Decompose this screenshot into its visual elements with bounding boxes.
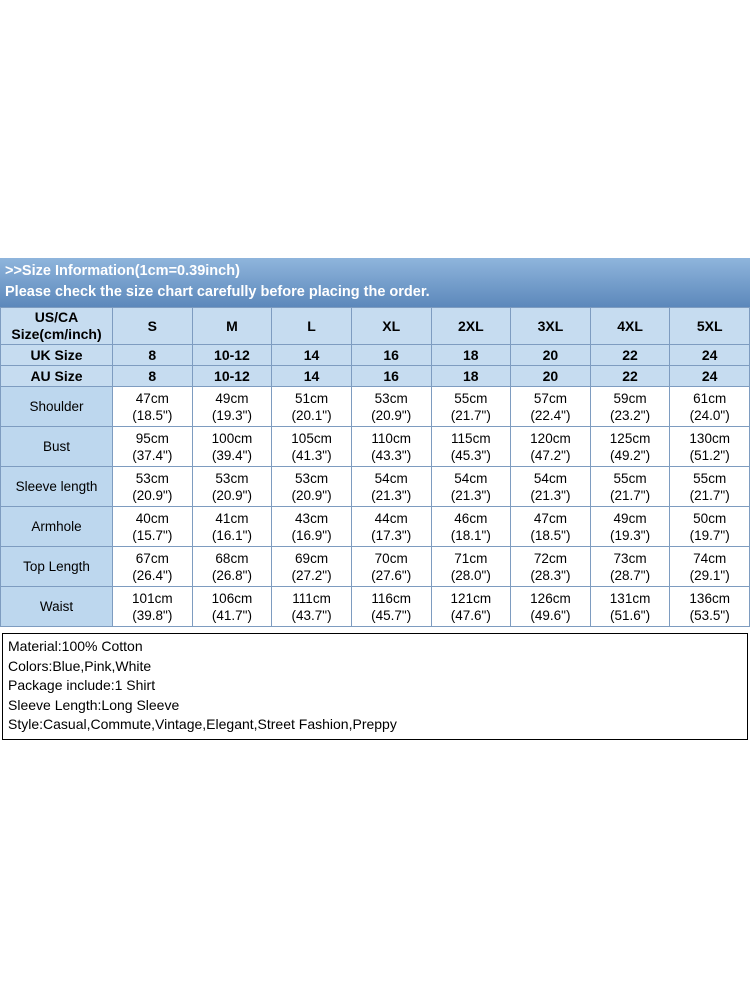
measure-row-armhole (1, 507, 750, 547)
inch-value: (24.0") (689, 407, 730, 423)
cm-value: 40cm (135, 510, 169, 526)
detail-line-4: Style:Casual,Commute,Vintage,Elegant,Street Fashion,Preppy (8, 716, 397, 732)
inch-value: (45.3") (450, 447, 491, 463)
inch-value: (51.6") (610, 607, 651, 623)
measure-cell-armhole-s (113, 507, 193, 547)
inch-value: (45.7") (371, 607, 412, 623)
inch-value: (18.5") (132, 407, 173, 423)
cm-value: 49cm (613, 510, 647, 526)
product-details-box (2, 633, 748, 740)
measure-label-bust: Bust (1, 427, 113, 467)
measure-row-bust (1, 427, 750, 467)
uk-size-value-5xl: 24 (670, 345, 750, 366)
inch-value: (21.3") (371, 487, 412, 503)
cm-value: 51cm (295, 390, 329, 406)
cm-value: 136cm (689, 590, 730, 606)
measure-cell-shoulder-m (192, 387, 272, 427)
inch-value: (21.7") (450, 407, 491, 423)
measure-cell-armhole-3xl (511, 507, 591, 547)
cm-value: 49cm (215, 390, 249, 406)
measure-cell-waist-s (113, 587, 193, 627)
inch-value: (22.4") (530, 407, 571, 423)
inch-value: (19.3") (610, 527, 651, 543)
uk-size-value-4xl: 22 (590, 345, 670, 366)
au-size-value-3xl: 20 (511, 366, 591, 387)
inch-value: (37.4") (132, 447, 173, 463)
measure-cell-shoulder-xl (351, 387, 431, 427)
cm-value: 130cm (689, 430, 730, 446)
cm-value: 50cm (693, 510, 727, 526)
measure-cell-waist-l (272, 587, 352, 627)
cm-value: 69cm (295, 550, 329, 566)
measure-cell-top-length-s (113, 547, 193, 587)
cm-value: 44cm (374, 510, 408, 526)
inch-value: (29.1") (689, 567, 730, 583)
measure-cell-shoulder-4xl (590, 387, 670, 427)
measure-label-waist: Waist (1, 587, 113, 627)
inch-value: (21.3") (450, 487, 491, 503)
detail-line-0: Material:100% Cotton (8, 638, 143, 654)
measure-cell-sleeve-length-5xl (670, 467, 750, 507)
cm-value: 59cm (613, 390, 647, 406)
cm-value: 41cm (215, 510, 249, 526)
inch-value: (28.3") (530, 567, 571, 583)
cm-value: 61cm (693, 390, 727, 406)
measure-cell-waist-4xl (590, 587, 670, 627)
au-size-value-2xl: 18 (431, 366, 511, 387)
cm-value: 131cm (609, 590, 651, 606)
measure-cell-armhole-4xl (590, 507, 670, 547)
measure-cell-armhole-5xl (670, 507, 750, 547)
measure-cell-top-length-3xl (511, 547, 591, 587)
inch-value: (47.6") (450, 607, 491, 623)
measure-cell-top-length-2xl (431, 547, 511, 587)
au-size-label: AU Size (1, 366, 113, 387)
measure-cell-waist-3xl (511, 587, 591, 627)
inch-value: (19.3") (211, 407, 252, 423)
measure-cell-armhole-m (192, 507, 272, 547)
cm-value: 101cm (132, 590, 173, 606)
uk-size-value-l: 14 (272, 345, 352, 366)
size-table (0, 307, 750, 627)
measure-cell-sleeve-length-3xl (511, 467, 591, 507)
detail-line-3: Sleeve Length:Long Sleeve (8, 696, 180, 713)
cm-value: 105cm (291, 430, 332, 446)
cm-value: 115cm (451, 430, 491, 446)
cm-value: 116cm (371, 590, 411, 606)
au-size-row (1, 366, 750, 387)
measure-cell-waist-5xl (670, 587, 750, 627)
measure-cell-shoulder-2xl (431, 387, 511, 427)
inch-value: (47.2") (530, 447, 571, 463)
measure-cell-sleeve-length-xl (351, 467, 431, 507)
cm-value: 126cm (530, 590, 571, 606)
measure-cell-sleeve-length-m (192, 467, 272, 507)
cm-value: 55cm (613, 470, 647, 486)
uk-size-value-s: 8 (113, 345, 193, 366)
detail-line-1: Colors:Blue,Pink,White (8, 657, 152, 674)
cm-value: 71cm (454, 550, 488, 566)
cm-value: 70cm (374, 550, 408, 566)
cm-value: 121cm (450, 590, 492, 606)
measure-cell-armhole-2xl (431, 507, 511, 547)
inch-value: (43.7") (291, 607, 332, 623)
cm-value: 54cm (533, 470, 567, 486)
cm-value: 47cm (135, 390, 169, 406)
measure-cell-bust-3xl (511, 427, 591, 467)
measure-cell-bust-l (272, 427, 352, 467)
inch-value: (41.7") (211, 607, 252, 623)
cm-value: 125cm (609, 430, 651, 446)
detail-line-2: Package include:1 Shirt (8, 677, 156, 693)
inch-value: (51.2") (689, 447, 730, 463)
measure-row-waist (1, 587, 750, 627)
cm-value: 106cm (211, 590, 253, 606)
measure-cell-bust-s (113, 427, 193, 467)
measure-cell-top-length-m (192, 547, 272, 587)
uk-size-value-3xl: 20 (511, 345, 591, 366)
cm-value: 53cm (295, 470, 329, 486)
au-size-value-m: 10-12 (192, 366, 272, 387)
inch-value: (21.7") (689, 487, 730, 503)
inch-value: (18.1") (450, 527, 491, 543)
inch-value: (26.4") (132, 567, 173, 583)
au-size-value-xl: 16 (351, 366, 431, 387)
cm-value: 57cm (533, 390, 567, 406)
measure-row-top-length (1, 547, 750, 587)
size-col-m: M (192, 308, 272, 345)
cm-value: 72cm (533, 550, 567, 566)
au-size-value-l: 14 (272, 366, 352, 387)
size-col-2xl: 2XL (431, 308, 511, 345)
inch-value: (20.9") (371, 407, 412, 423)
cm-value: 46cm (454, 510, 488, 526)
measure-label-sleeve-length: Sleeve length (1, 467, 113, 507)
measure-cell-bust-4xl (590, 427, 670, 467)
cm-value: 95cm (135, 430, 169, 446)
corner-line1: US/CA (34, 309, 79, 325)
inch-value: (16.1") (211, 527, 252, 543)
inch-value: (41.3") (291, 447, 332, 463)
cm-value: 111cm (292, 590, 331, 606)
size-col-s: S (113, 308, 193, 345)
inch-value: (43.3") (371, 447, 412, 463)
measure-cell-shoulder-3xl (511, 387, 591, 427)
measure-cell-shoulder-l (272, 387, 352, 427)
cm-value: 110cm (371, 430, 411, 446)
measure-cell-armhole-l (272, 507, 352, 547)
uk-size-value-xl: 16 (351, 345, 431, 366)
measure-cell-bust-m (192, 427, 272, 467)
inch-value: (20.9") (291, 487, 332, 503)
inch-value: (16.9") (291, 527, 332, 543)
measure-cell-shoulder-s (113, 387, 193, 427)
measure-cell-bust-xl (351, 427, 431, 467)
cm-value: 55cm (454, 390, 488, 406)
inch-value: (27.2") (291, 567, 332, 583)
cm-value: 120cm (530, 430, 571, 446)
measure-row-sleeve-length (1, 467, 750, 507)
inch-value: (28.7") (610, 567, 651, 583)
inch-value: (17.3") (371, 527, 412, 543)
measure-cell-top-length-5xl (670, 547, 750, 587)
au-size-value-4xl: 22 (590, 366, 670, 387)
measure-label-top-length: Top Length (1, 547, 113, 587)
cm-value: 67cm (135, 550, 169, 566)
measure-cell-shoulder-5xl (670, 387, 750, 427)
cm-value: 53cm (374, 390, 408, 406)
cm-value: 100cm (211, 430, 253, 446)
inch-value: (39.4") (211, 447, 252, 463)
uk-size-label: UK Size (1, 345, 113, 366)
corner-line2: Size(cm/inch) (11, 326, 102, 342)
size-info-note: Please check the size chart carefully before placing the order. (5, 284, 430, 300)
inch-value: (20.1") (291, 407, 332, 423)
inch-value: (19.7") (689, 527, 730, 543)
cm-value: 74cm (693, 550, 727, 566)
inch-value: (15.7") (132, 527, 173, 543)
inch-value: (26.8") (211, 567, 252, 583)
inch-value: (23.2") (610, 407, 651, 423)
size-col-xl: XL (351, 308, 431, 345)
corner-cell (1, 308, 113, 345)
inch-value: (27.6") (371, 567, 412, 583)
inch-value: (53.5") (689, 607, 730, 623)
uk-size-value-m: 10-12 (192, 345, 272, 366)
measure-cell-sleeve-length-s (113, 467, 193, 507)
cm-value: 68cm (215, 550, 249, 566)
cm-value: 54cm (374, 470, 408, 486)
inch-value: (18.5") (530, 527, 571, 543)
inch-value: (21.3") (530, 487, 571, 503)
measure-cell-top-length-xl (351, 547, 431, 587)
measure-label-shoulder: Shoulder (1, 387, 113, 427)
measure-cell-sleeve-length-l (272, 467, 352, 507)
inch-value: (21.7") (610, 487, 651, 503)
uk-size-value-2xl: 18 (431, 345, 511, 366)
cm-value: 47cm (533, 510, 567, 526)
measure-cell-bust-5xl (670, 427, 750, 467)
size-table-body (1, 387, 750, 627)
inch-value: (39.8") (132, 607, 173, 623)
size-info-header (0, 258, 750, 307)
size-col-3xl: 3XL (511, 308, 591, 345)
inch-value: (20.9") (132, 487, 173, 503)
measure-cell-sleeve-length-4xl (590, 467, 670, 507)
measure-cell-waist-xl (351, 587, 431, 627)
measure-cell-waist-m (192, 587, 272, 627)
cm-value: 55cm (693, 470, 727, 486)
cm-value: 73cm (613, 550, 647, 566)
cm-value: 53cm (215, 470, 249, 486)
uk-size-row (1, 345, 750, 366)
measure-cell-top-length-l (272, 547, 352, 587)
inch-value: (49.6") (530, 607, 571, 623)
size-info-title: >>Size Information(1cm=0.39inch) (5, 263, 240, 279)
inch-value: (28.0") (450, 567, 491, 583)
au-size-value-s: 8 (113, 366, 193, 387)
size-col-5xl: 5XL (670, 308, 750, 345)
cm-value: 54cm (454, 470, 488, 486)
measure-cell-armhole-xl (351, 507, 431, 547)
inch-value: (49.2") (610, 447, 651, 463)
cm-value: 53cm (135, 470, 169, 486)
measure-cell-sleeve-length-2xl (431, 467, 511, 507)
measure-cell-waist-2xl (431, 587, 511, 627)
size-col-l: L (272, 308, 352, 345)
measure-cell-top-length-4xl (590, 547, 670, 587)
cm-value: 43cm (295, 510, 329, 526)
size-header-row (1, 308, 750, 345)
size-col-4xl: 4XL (590, 308, 670, 345)
measure-cell-bust-2xl (431, 427, 511, 467)
inch-value: (20.9") (211, 487, 252, 503)
measure-label-armhole: Armhole (1, 507, 113, 547)
au-size-value-5xl: 24 (670, 366, 750, 387)
measure-row-shoulder (1, 387, 750, 427)
